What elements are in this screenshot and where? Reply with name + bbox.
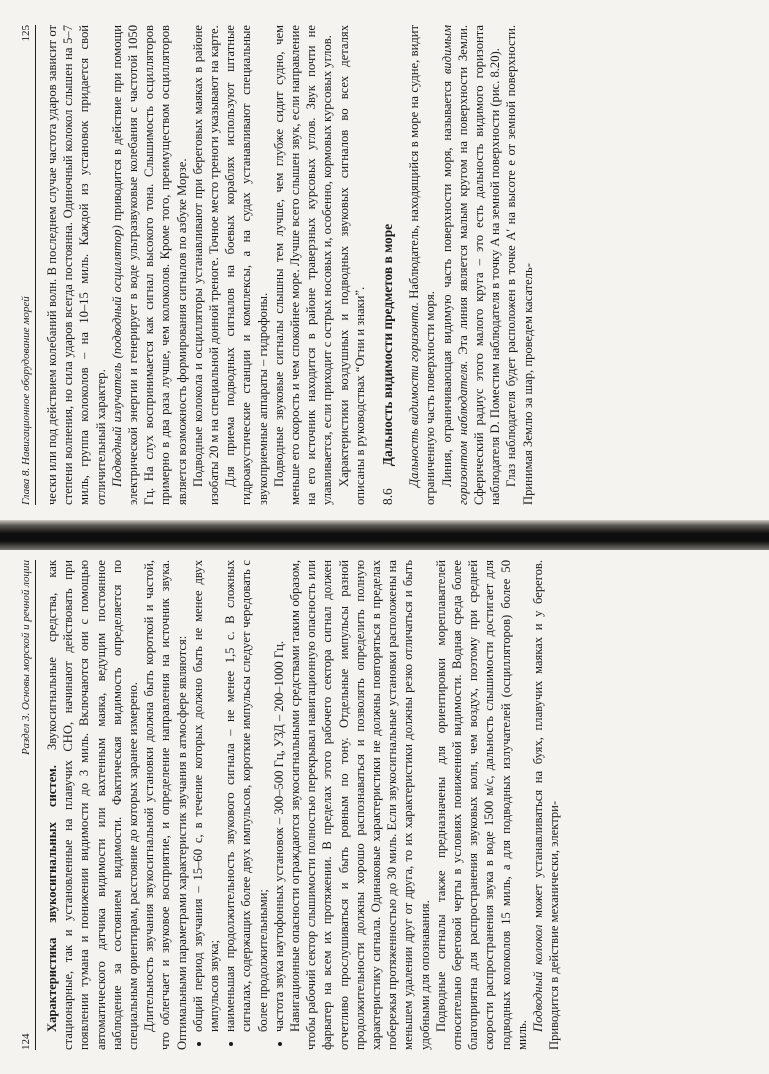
running-head xyxy=(20,25,36,505)
page-number: 124 xyxy=(20,1033,32,1050)
italic-term: Подводный колокол xyxy=(531,924,546,1032)
section-title: Раздел 3. Основы морской и речной лоции xyxy=(20,560,32,755)
paragraph xyxy=(439,25,504,505)
book-gutter xyxy=(0,520,769,550)
paragraph: Подводные звуковые сигналы слышны тем лучше, чем глубже сидит судно, чем меньше его скорость и чем спокойнее море. Лучше всего слышен звук, если направление на его источник находится в районе траверзных курсовых углов. Звук почти не улавливается, если приходит с острых носовых и, особенно, кормовых курсовых углов. xyxy=(271,25,335,505)
running-head xyxy=(20,560,36,1050)
paragraph-text: может устанавливаться на буях, плавучих маяках и у берегов. Приводится в действие механически, электри- xyxy=(531,560,562,1050)
section-heading xyxy=(380,25,396,505)
section-number: 8.6 xyxy=(380,488,396,505)
italic-term: Подводный излучатель (подводный осциллятор) xyxy=(109,225,124,487)
section-title: Дальность видимости предметов в море xyxy=(380,223,396,467)
bullet-list xyxy=(190,560,287,1050)
paragraph: Подводные сигналы также предназначены для ориентировки мореплавателей относительно береговой черты в условиях пониженной видимости. Водная среда более благоприятна для распространения звуковых волн, чем воздух, поэтому при средней скорости распространения звука в воде 1500 м/с, дальность слышимости достигает для подводных колоколов 15 миль, а для подводных излучателей (осцилляторов) более 50 миль. xyxy=(433,560,529,1050)
bold-term: Характеристика звукосигнальных систем. xyxy=(45,765,59,1032)
italic-term: Дальность видимости горизонта. xyxy=(407,302,422,487)
paragraph-text: Звукосигнальные средства, как стационарные, так и установленные на плавучих СНО, начинают действовать при появлении тумана и понижении видимости до 3 миль. Включаются они с помощью автоматического датчика видимости или вахтенным маяка, ведущим постоянное наблюдение за состоянием видимости. Фактическая видимость определяется по специальным ориентирам, расстояние до которых заранее измерено. xyxy=(45,560,141,1050)
paragraph-text: приводится в действие при помощи электрической энергии и генерирует в воде ультразвуковые колебания с частотой 1050 Гц. На слух воспринимается как сигнал высокого тона. Слышимость осцилляторов примерно в два раза лучше, чем колоколов. Кроме того, преимуществом осцилляторов является возможность формирования сигналов по азбуке Морзе. xyxy=(109,25,189,505)
paragraph xyxy=(44,560,141,1050)
page-number: 125 xyxy=(20,25,32,42)
chapter-title: Глава 8. Навигационное оборудование морей xyxy=(20,296,32,505)
paragraph xyxy=(530,560,562,1050)
paragraph: Длительность звучания звукосигнальной установки должна быть короткой и частой, что облегчает и звуковое восприятие, и определение направления на источник звука. Оптимальными параметрами характеристик звучания в атмосфере являются: xyxy=(142,560,189,1050)
page-body xyxy=(44,560,563,1050)
paragraph-text: Линия, ограничивающая видимую часть поверхности моря, называется xyxy=(439,74,454,487)
paragraph xyxy=(406,25,438,505)
italic-term: видимым горизонтом наблюдателя. xyxy=(439,25,470,505)
list-item: • общий период звучания – 15–60 с, в течение которых должно быть не менее двух импульсов звука; xyxy=(190,560,222,1032)
paragraph xyxy=(109,25,190,505)
paragraph: Навигационные опасности ограждаются звукосигнальными средствами таким образом, чтобы рабочий сектор слышимости полностью перекрывал навигационную опасность или фарватер на всем их протяжении. В пределах этого рабочего сектора сигнал должен отчетливо прослушиваться и быть ровным по тону. Отдельные импульсы разной продолжительности должны хорошо распознаваться и позволять определить полную характеристику сигнала. Одинаковые характеристики не должны повторяться в пределах побережья протяженностью до 30 миль. Если звукосигнальные установки расположены на меньшем удалении друг от друга, то их характеристики должны резко отличаться и быть удобными для опознавания. xyxy=(288,560,432,1050)
page-125 xyxy=(20,25,750,505)
page-body xyxy=(44,25,536,505)
paragraph: Характеристики воздушных и подводных звуковых сигналов во всех деталях описаны в руководствах “Огни и знаки”. xyxy=(336,25,367,505)
list-item: • наименьшая продолжительность звукового сигнала – не менее 1,5 с. В сложных сигналах, содержащих более двух импульсов, короткие импульсы следует чередовать с более продолжительными; xyxy=(222,560,271,1032)
paragraph: Глаз наблюдателя будет расположен в точке A′ на высоте e от земной поверхности. Принимая Землю за шар, проведем касатель- xyxy=(504,25,535,505)
page-124 xyxy=(20,560,750,1050)
paragraph-text: Наблюдатель, находящийся в море на судне, видит ограниченную часть поверхности моря. xyxy=(407,25,438,505)
list-item: • частота звука наутофонных установок – 300–500 Гц, УЗД – 200–1000 Гц. xyxy=(271,560,287,1032)
paragraph-text: Эта линия является малым кругом на поверхности Земли. Сферический радиус этого малого круга – это есть дальность видимого горизонта наблюдателя D. Поместим наблюдателя в точку A на земной поверхности (рис. 8.20). xyxy=(455,25,503,505)
paragraph: Подводные колокола и осцилляторы устанавливают при береговых маяках в районе изобаты 20 м на специальной донной треноге. Точное место треноги указывают на карте. xyxy=(190,25,222,505)
paragraph: чески или под действием колебаний волн. В последнем случае частота ударов зависит от степени волнения, но сила ударов всегда постоянна. Одиночный колокол слышен на 5–7 миль, группа колоколов – на 10–15 миль. Каждой из установок придается свой отличительный характер. xyxy=(45,25,108,505)
paragraph: Для приема подводных сигналов на боевых кораблях используют штатные гидроакустические станции и комплексы, а на судах устанавливают специальные звукоприемные аппараты – гидрофоны. xyxy=(223,25,270,505)
